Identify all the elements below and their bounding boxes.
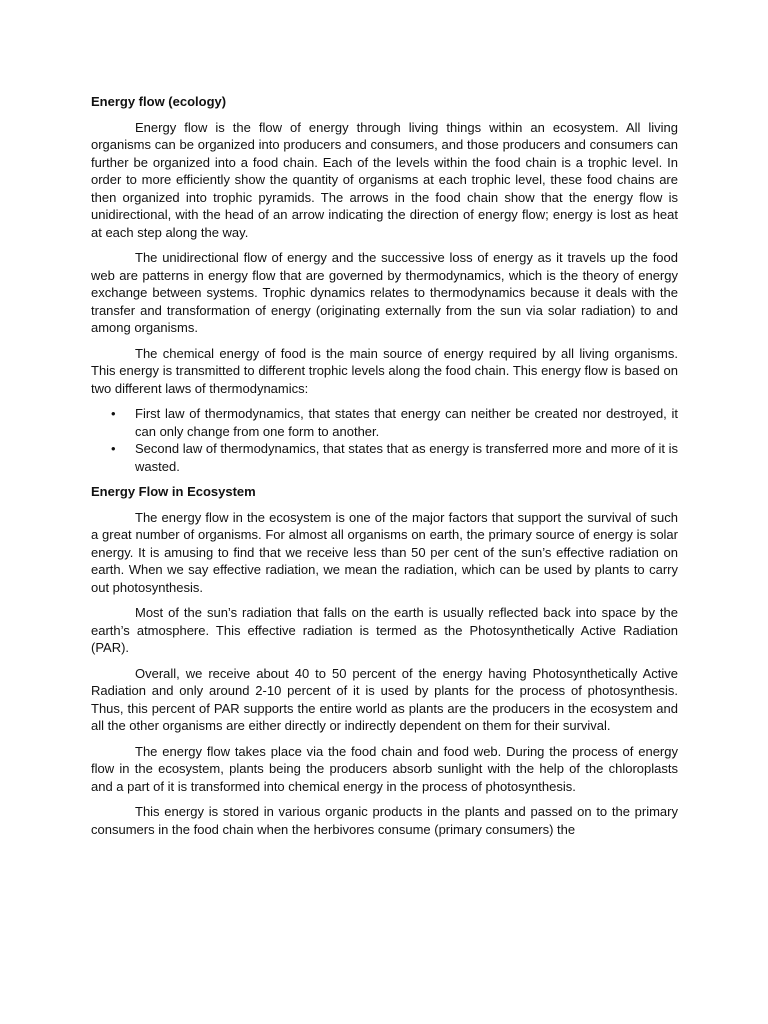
bullet-icon: • <box>111 406 116 421</box>
paragraph: This energy is stored in various organic products in the plants and passed on to the primary consumers in the food chain when the herbivores consume (primary consumers) the <box>91 804 678 837</box>
paragraph: Overall, we receive about 40 to 50 percent of the energy having Photosynthetically Active Radiation and only around 2-10 percent of it is used by plants for the process of photosynthesis. Thus, this percent of PAR supports the entire world as plants are the producers in the ecosystem and all the other organisms are either directly or indirectly dependent on them for their survival. <box>91 665 678 733</box>
section-heading-energy-flow-ecology: Energy flow (ecology) <box>91 94 227 109</box>
paragraph: The energy flow in the ecosystem is one of the major factors that support the survival of such a great number of organisms. For almost all organisms on earth, the primary source of energy is solar energy. It is amusing to find that we receive less than 50 per cent of the sun’s effective radiation on earth. When we say effective radiation, we mean the radiation, which can be used by plants to carry out photosynthesis. <box>91 509 678 595</box>
paragraph: Energy flow is the flow of energy through living things within an ecosystem. All living organisms can be organized into producers and consumers, and those producers and consumers can further be organized into a food chain. Each of the levels within the food chain is a trophic level. In order to more efficiently show the quantity of organisms at each trophic level, these food chains are then organized into trophic pyramids. The arrows in the food chain show that the energy flow is unidirectional, with the head of an arrow indicating the direction of energy flow; energy is lost as heat at each step along the way. <box>91 119 678 240</box>
paragraph: The unidirectional flow of energy and the successive loss of energy as it travels up the food web are patterns in energy flow that are governed by thermodynamics, which is the theory of energy exchange between systems. Trophic dynamics relates to thermodynamics because it deals with the transfer and transformation of energy (originating externally from the sun via solar radiation) to and among organisms. <box>91 250 678 335</box>
section-heading-energy-flow-in-ecosystem: Energy Flow in Ecosystem <box>91 484 256 499</box>
paragraph: The chemical energy of food is the main source of energy required by all living organisms. This energy is transmitted to different trophic levels along the food chain. This energy flow is based on two different laws of thermodynamics: <box>91 345 678 396</box>
paragraph: The energy flow takes place via the food chain and food web. During the process of energy flow in the ecosystem, plants being the producers absorb sunlight with the help of the chloroplasts and a part of it is transformed into chemical energy in the process of photosynthesis. <box>91 743 678 794</box>
thermodynamics-laws-list <box>91 405 678 475</box>
document-page <box>91 93 678 846</box>
list-item-text: Second law of thermodynamics, that states that as energy is transferred more and more of it is wasted. <box>135 441 678 474</box>
list-item <box>91 405 678 440</box>
paragraph: Most of the sun’s radiation that falls on the earth is usually reflected back into space by the earth’s atmosphere. This effective radiation is termed as the Photosynthetically Active Radiation (PAR). <box>91 605 678 655</box>
bullet-icon: • <box>111 441 116 456</box>
list-item <box>91 440 678 475</box>
list-item-text: First law of thermodynamics, that states that energy can neither be created nor destroyed, it can only change from one form to another. <box>135 406 678 439</box>
